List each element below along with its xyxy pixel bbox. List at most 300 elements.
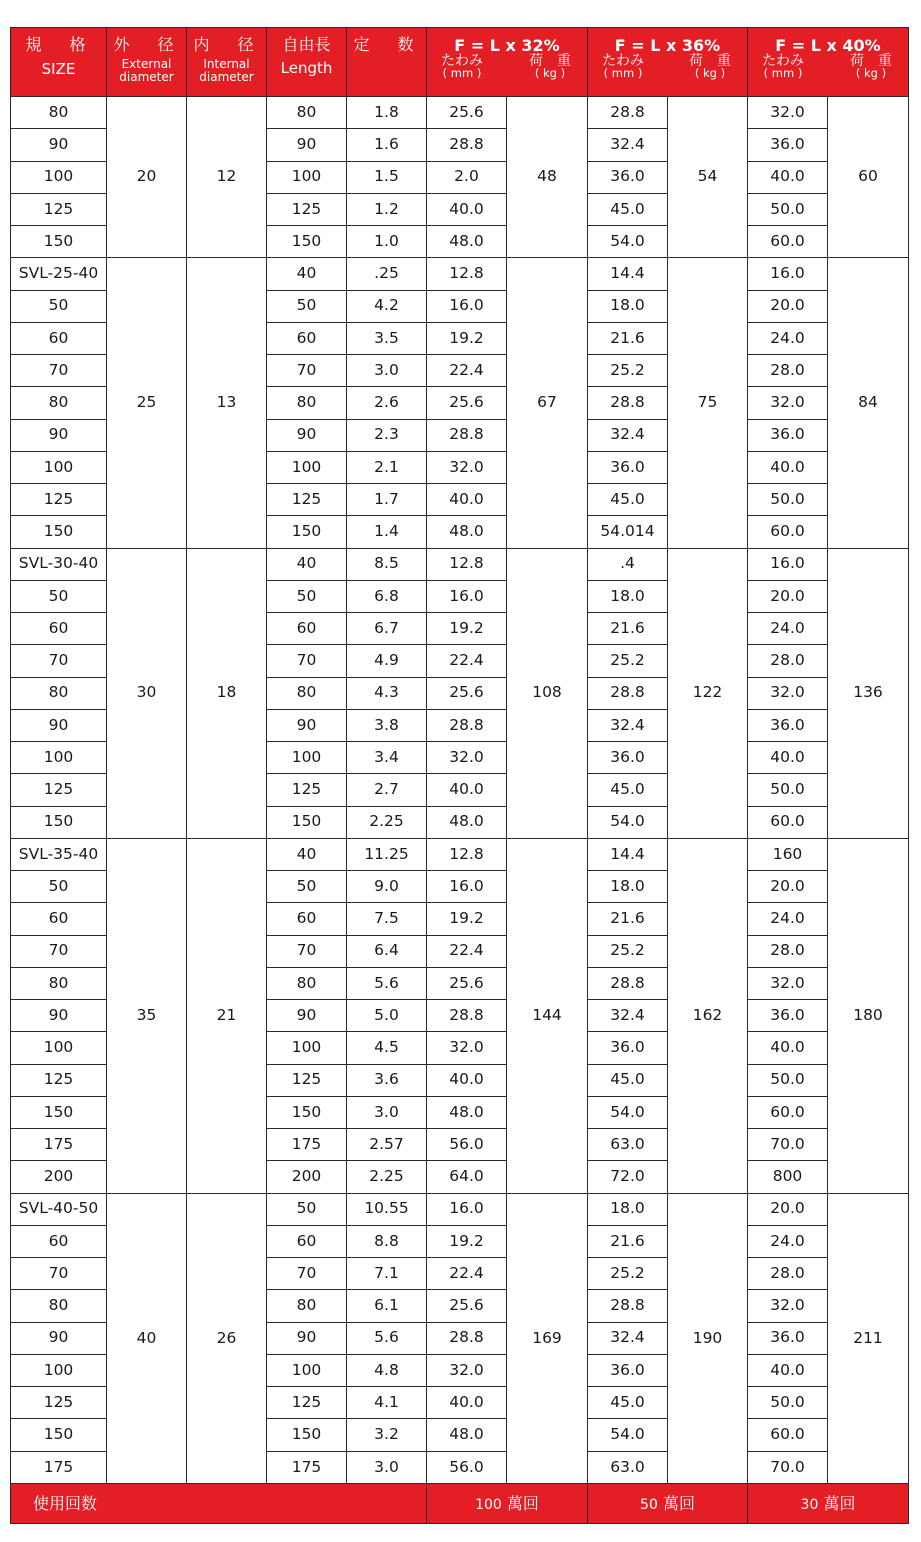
deflection-32-cell: 32.0 — [427, 451, 507, 483]
load-32-cell: 108 — [507, 548, 588, 838]
constant-cell: 1.7 — [347, 484, 427, 516]
deflection-32-cell: 48.0 — [427, 1419, 507, 1451]
constant-cell: 2.7 — [347, 774, 427, 806]
constant-cell: 1.5 — [347, 161, 427, 193]
load-36-cell: 54 — [668, 97, 748, 258]
constant-cell: 7.5 — [347, 903, 427, 935]
length-cell: 100 — [267, 742, 347, 774]
deflection-32-cell: 19.2 — [427, 1225, 507, 1257]
deflection-40-cell: 60.0 — [748, 1096, 828, 1128]
header-f36-formula: F = L x 36% — [614, 36, 721, 55]
deflection-32-cell: 32.0 — [427, 742, 507, 774]
deflection-36-cell: 54.0 — [588, 1419, 668, 1451]
deflection-36-cell: 18.0 — [588, 580, 668, 612]
deflection-36-cell: 32.4 — [588, 1000, 668, 1032]
deflection-40-cell: 24.0 — [748, 1225, 828, 1257]
table-body — [11, 97, 909, 1484]
size-cell: 125 — [11, 193, 107, 225]
outer-diameter-cell: 20 — [107, 97, 187, 258]
size-cell: 200 — [11, 1161, 107, 1193]
table-row — [11, 838, 909, 870]
deflection-40-cell: 70.0 — [748, 1451, 828, 1484]
deflection-36-cell: 36.0 — [588, 161, 668, 193]
constant-cell: 3.8 — [347, 709, 427, 741]
length-cell: 50 — [267, 290, 347, 322]
size-cell: 80 — [11, 387, 107, 419]
deflection-40-cell: 32.0 — [748, 967, 828, 999]
constant-cell: 4.1 — [347, 1387, 427, 1419]
size-cell: 60 — [11, 322, 107, 354]
deflection-36-cell: 54.0 — [588, 1096, 668, 1128]
deflection-40-cell: 36.0 — [748, 709, 828, 741]
length-cell: 50 — [267, 871, 347, 903]
deflection-32-cell: 40.0 — [427, 1064, 507, 1096]
table-row — [11, 258, 909, 290]
load-36-cell: 122 — [668, 548, 748, 838]
length-cell: 90 — [267, 419, 347, 451]
size-cell: 80 — [11, 1290, 107, 1322]
deflection-36-cell: 28.8 — [588, 677, 668, 709]
deflection-36-cell: 25.2 — [588, 1258, 668, 1290]
load-32-cell: 144 — [507, 838, 588, 1193]
size-cell: SVL-30-40 — [11, 548, 107, 580]
constant-cell: 7.1 — [347, 1258, 427, 1290]
footer-usage-label: 使用回数 — [11, 1484, 427, 1524]
table-row — [11, 97, 909, 129]
constant-cell: 6.8 — [347, 580, 427, 612]
constant-cell: 2.1 — [347, 451, 427, 483]
length-cell: 150 — [267, 1419, 347, 1451]
load-32-cell: 169 — [507, 1193, 588, 1484]
deflection-40-cell: 50.0 — [748, 484, 828, 516]
constant-cell: 5.0 — [347, 1000, 427, 1032]
deflection-36-cell: 32.4 — [588, 709, 668, 741]
deflection-32-cell: 25.6 — [427, 967, 507, 999]
length-cell: 80 — [267, 967, 347, 999]
deflection-40-cell: 20.0 — [748, 1193, 828, 1225]
length-cell: 40 — [267, 258, 347, 290]
size-cell: 100 — [11, 161, 107, 193]
size-cell: SVL-25-40 — [11, 258, 107, 290]
table-row — [11, 548, 909, 580]
length-cell: 50 — [267, 1193, 347, 1225]
length-cell: 90 — [267, 709, 347, 741]
header-size — [11, 28, 107, 97]
deflection-36-cell: 45.0 — [588, 1387, 668, 1419]
size-cell: 70 — [11, 355, 107, 387]
size-cell: SVL-35-40 — [11, 838, 107, 870]
constant-cell: 9.0 — [347, 871, 427, 903]
constant-cell: 1.6 — [347, 129, 427, 161]
deflection-32-cell: 56.0 — [427, 1129, 507, 1161]
deflection-40-cell: 28.0 — [748, 355, 828, 387]
size-cell: 90 — [11, 709, 107, 741]
outer-diameter-cell: 35 — [107, 838, 187, 1193]
header-outer-jp: 外 径 — [113, 35, 180, 54]
deflection-40-cell: 24.0 — [748, 322, 828, 354]
deflection-32-cell: 28.8 — [427, 1322, 507, 1354]
deflection-40-cell: 40.0 — [748, 742, 828, 774]
load-32-cell: 67 — [507, 258, 588, 548]
deflection-40-cell: 20.0 — [748, 580, 828, 612]
table-row — [11, 1193, 909, 1225]
deflection-36-cell: 32.4 — [588, 1322, 668, 1354]
size-cell: SVL-40-50 — [11, 1193, 107, 1225]
deflection-32-cell: 28.8 — [427, 419, 507, 451]
length-cell: 200 — [267, 1161, 347, 1193]
deflection-36-cell: 21.6 — [588, 613, 668, 645]
deflection-40-cell: 40.0 — [748, 1354, 828, 1386]
length-cell: 125 — [267, 774, 347, 806]
header-f36-deflection: たわみ ( mm ) — [602, 53, 644, 80]
deflection-40-cell: 160 — [748, 838, 828, 870]
constant-cell: 8.8 — [347, 1225, 427, 1257]
deflection-32-cell: 64.0 — [427, 1161, 507, 1193]
deflection-36-cell: 54.0 — [588, 806, 668, 838]
size-cell: 70 — [11, 935, 107, 967]
header-inner-en: Internal diameter — [199, 57, 254, 84]
size-cell: 60 — [11, 903, 107, 935]
length-cell: 50 — [267, 580, 347, 612]
deflection-40-cell: 20.0 — [748, 871, 828, 903]
deflection-32-cell: 22.4 — [427, 935, 507, 967]
constant-cell: 6.7 — [347, 613, 427, 645]
inner-diameter-cell: 21 — [187, 838, 267, 1193]
load-32-cell: 48 — [507, 97, 588, 258]
constant-cell: 3.6 — [347, 1064, 427, 1096]
size-cell: 80 — [11, 677, 107, 709]
header-f40 — [748, 28, 909, 97]
header-size-en: SIZE — [41, 60, 76, 78]
length-cell: 175 — [267, 1451, 347, 1484]
size-cell: 150 — [11, 516, 107, 548]
deflection-36-cell: 36.0 — [588, 1032, 668, 1064]
deflection-32-cell: 22.4 — [427, 1258, 507, 1290]
deflection-40-cell: 24.0 — [748, 903, 828, 935]
size-cell: 150 — [11, 806, 107, 838]
deflection-36-cell: 54.0 — [588, 226, 668, 258]
header-f36 — [588, 28, 748, 97]
deflection-32-cell: 40.0 — [427, 193, 507, 225]
deflection-36-cell: 21.6 — [588, 1225, 668, 1257]
deflection-36-cell: 36.0 — [588, 451, 668, 483]
constant-cell: 5.6 — [347, 967, 427, 999]
constant-cell: 3.0 — [347, 1096, 427, 1128]
deflection-32-cell: 28.8 — [427, 1000, 507, 1032]
deflection-36-cell: 25.2 — [588, 645, 668, 677]
deflection-40-cell: 36.0 — [748, 1322, 828, 1354]
size-cell: 80 — [11, 97, 107, 129]
footer-usage-40: 30 萬回 — [748, 1484, 909, 1524]
deflection-32-cell: 25.6 — [427, 97, 507, 129]
constant-cell: 2.6 — [347, 387, 427, 419]
constant-cell: 1.0 — [347, 226, 427, 258]
deflection-40-cell: 40.0 — [748, 161, 828, 193]
header-f40-load: 荷 重 ( kg ) — [850, 53, 892, 80]
size-cell: 60 — [11, 1225, 107, 1257]
size-cell: 50 — [11, 580, 107, 612]
deflection-32-cell: 48.0 — [427, 806, 507, 838]
constant-cell: 3.4 — [347, 742, 427, 774]
deflection-40-cell: 60.0 — [748, 806, 828, 838]
constant-cell: 8.5 — [347, 548, 427, 580]
constant-cell: 11.25 — [347, 838, 427, 870]
size-cell: 100 — [11, 1354, 107, 1386]
deflection-36-cell: 63.0 — [588, 1129, 668, 1161]
size-cell: 90 — [11, 1322, 107, 1354]
footer-usage-36: 50 萬回 — [588, 1484, 748, 1524]
header-inner-jp: 内 径 — [193, 35, 260, 54]
header-f40-formula: F = L x 40% — [775, 36, 881, 55]
deflection-36-cell: 28.8 — [588, 1290, 668, 1322]
size-cell: 80 — [11, 967, 107, 999]
load-40-cell: 84 — [828, 258, 909, 548]
deflection-36-cell: 14.4 — [588, 838, 668, 870]
deflection-40-cell: 60.0 — [748, 516, 828, 548]
header-length-jp: 自由長 — [282, 35, 331, 54]
deflection-32-cell: 32.0 — [427, 1354, 507, 1386]
load-40-cell: 60 — [828, 97, 909, 258]
length-cell: 60 — [267, 613, 347, 645]
length-cell: 80 — [267, 1290, 347, 1322]
deflection-32-cell: 12.8 — [427, 548, 507, 580]
constant-cell: 2.25 — [347, 1161, 427, 1193]
deflection-32-cell: 16.0 — [427, 580, 507, 612]
deflection-40-cell: 40.0 — [748, 1032, 828, 1064]
size-cell: 125 — [11, 1387, 107, 1419]
deflection-36-cell: 28.8 — [588, 387, 668, 419]
constant-cell: 2.25 — [347, 806, 427, 838]
deflection-32-cell: 19.2 — [427, 613, 507, 645]
deflection-40-cell: 36.0 — [748, 419, 828, 451]
length-cell: 90 — [267, 129, 347, 161]
deflection-36-cell: 36.0 — [588, 742, 668, 774]
length-cell: 150 — [267, 226, 347, 258]
deflection-40-cell: 20.0 — [748, 290, 828, 322]
size-cell: 125 — [11, 1064, 107, 1096]
constant-cell: 3.0 — [347, 355, 427, 387]
deflection-40-cell: 32.0 — [748, 677, 828, 709]
header-length — [267, 28, 347, 97]
deflection-40-cell: 28.0 — [748, 645, 828, 677]
deflection-32-cell: 48.0 — [427, 226, 507, 258]
header-f36-load: 荷 重 ( kg ) — [689, 53, 731, 80]
size-cell: 90 — [11, 1000, 107, 1032]
outer-diameter-cell: 40 — [107, 1193, 187, 1484]
length-cell: 70 — [267, 1258, 347, 1290]
length-cell: 90 — [267, 1322, 347, 1354]
deflection-32-cell: 19.2 — [427, 322, 507, 354]
load-36-cell: 162 — [668, 838, 748, 1193]
deflection-40-cell: 50.0 — [748, 1387, 828, 1419]
deflection-40-cell: 800 — [748, 1161, 828, 1193]
length-cell: 150 — [267, 806, 347, 838]
deflection-36-cell: 45.0 — [588, 193, 668, 225]
length-cell: 80 — [267, 387, 347, 419]
deflection-32-cell: 25.6 — [427, 1290, 507, 1322]
constant-cell: 10.55 — [347, 1193, 427, 1225]
table-footer — [11, 1484, 909, 1524]
header-constant — [347, 28, 427, 97]
constant-cell: 6.1 — [347, 1290, 427, 1322]
deflection-32-cell: 40.0 — [427, 1387, 507, 1419]
deflection-36-cell: 14.4 — [588, 258, 668, 290]
deflection-36-cell: 72.0 — [588, 1161, 668, 1193]
deflection-40-cell: 24.0 — [748, 613, 828, 645]
load-40-cell: 136 — [828, 548, 909, 838]
deflection-40-cell: 70.0 — [748, 1129, 828, 1161]
deflection-40-cell: 16.0 — [748, 258, 828, 290]
constant-cell: 1.4 — [347, 516, 427, 548]
deflection-36-cell: 18.0 — [588, 1193, 668, 1225]
deflection-36-cell: 28.8 — [588, 967, 668, 999]
table-header — [11, 28, 909, 97]
length-cell: 80 — [267, 97, 347, 129]
deflection-40-cell: 60.0 — [748, 226, 828, 258]
length-cell: 100 — [267, 1032, 347, 1064]
deflection-36-cell: 25.2 — [588, 935, 668, 967]
length-cell: 125 — [267, 484, 347, 516]
deflection-32-cell: 22.4 — [427, 645, 507, 677]
deflection-32-cell: 12.8 — [427, 258, 507, 290]
length-cell: 125 — [267, 1064, 347, 1096]
deflection-40-cell: 60.0 — [748, 1419, 828, 1451]
length-cell: 70 — [267, 935, 347, 967]
load-40-cell: 180 — [828, 838, 909, 1193]
size-cell: 175 — [11, 1129, 107, 1161]
deflection-32-cell: 25.6 — [427, 387, 507, 419]
length-cell: 150 — [267, 1096, 347, 1128]
deflection-40-cell: 16.0 — [748, 548, 828, 580]
deflection-36-cell: 63.0 — [588, 1451, 668, 1484]
length-cell: 100 — [267, 1354, 347, 1386]
length-cell: 100 — [267, 161, 347, 193]
header-f40-deflection: たわみ ( mm ) — [762, 53, 804, 80]
constant-cell: 3.5 — [347, 322, 427, 354]
deflection-36-cell: 32.4 — [588, 129, 668, 161]
deflection-36-cell: 25.2 — [588, 355, 668, 387]
constant-cell: 4.8 — [347, 1354, 427, 1386]
deflection-32-cell: 25.6 — [427, 677, 507, 709]
constant-cell: 4.3 — [347, 677, 427, 709]
deflection-36-cell: 32.4 — [588, 419, 668, 451]
constant-cell: 1.8 — [347, 97, 427, 129]
deflection-40-cell: 36.0 — [748, 1000, 828, 1032]
deflection-32-cell: 12.8 — [427, 838, 507, 870]
deflection-36-cell: .4 — [588, 548, 668, 580]
length-cell: 125 — [267, 1387, 347, 1419]
deflection-32-cell: 28.8 — [427, 129, 507, 161]
deflection-40-cell: 36.0 — [748, 129, 828, 161]
length-cell: 80 — [267, 677, 347, 709]
size-cell: 125 — [11, 484, 107, 516]
deflection-32-cell: 48.0 — [427, 516, 507, 548]
deflection-32-cell: 40.0 — [427, 484, 507, 516]
constant-cell: 4.2 — [347, 290, 427, 322]
length-cell: 150 — [267, 516, 347, 548]
deflection-32-cell: 16.0 — [427, 1193, 507, 1225]
size-cell: 50 — [11, 871, 107, 903]
length-cell: 175 — [267, 1129, 347, 1161]
deflection-36-cell: 54.014 — [588, 516, 668, 548]
length-cell: 60 — [267, 1225, 347, 1257]
length-cell: 100 — [267, 451, 347, 483]
size-cell: 150 — [11, 1419, 107, 1451]
inner-diameter-cell: 13 — [187, 258, 267, 548]
size-cell: 100 — [11, 742, 107, 774]
constant-cell: .25 — [347, 258, 427, 290]
deflection-32-cell: 22.4 — [427, 355, 507, 387]
size-cell: 50 — [11, 290, 107, 322]
constant-cell: 2.3 — [347, 419, 427, 451]
deflection-40-cell: 28.0 — [748, 1258, 828, 1290]
header-outer-diameter — [107, 28, 187, 97]
load-36-cell: 75 — [668, 258, 748, 548]
header-length-en: Length — [280, 59, 333, 77]
inner-diameter-cell: 12 — [187, 97, 267, 258]
deflection-36-cell: 45.0 — [588, 1064, 668, 1096]
deflection-32-cell: 19.2 — [427, 903, 507, 935]
length-cell: 60 — [267, 903, 347, 935]
deflection-40-cell: 32.0 — [748, 387, 828, 419]
size-cell: 100 — [11, 451, 107, 483]
constant-cell: 1.2 — [347, 193, 427, 225]
constant-cell: 4.5 — [347, 1032, 427, 1064]
size-cell: 125 — [11, 774, 107, 806]
size-cell: 150 — [11, 1096, 107, 1128]
deflection-36-cell: 18.0 — [588, 290, 668, 322]
deflection-40-cell: 32.0 — [748, 97, 828, 129]
deflection-40-cell: 50.0 — [748, 193, 828, 225]
deflection-40-cell: 32.0 — [748, 1290, 828, 1322]
header-constant-jp: 定 数 — [353, 35, 420, 54]
deflection-36-cell: 36.0 — [588, 1354, 668, 1386]
deflection-40-cell: 50.0 — [748, 774, 828, 806]
deflection-32-cell: 56.0 — [427, 1451, 507, 1484]
deflection-36-cell: 45.0 — [588, 484, 668, 516]
constant-cell: 2.57 — [347, 1129, 427, 1161]
constant-cell: 6.4 — [347, 935, 427, 967]
size-cell: 100 — [11, 1032, 107, 1064]
size-cell: 60 — [11, 613, 107, 645]
deflection-40-cell: 50.0 — [748, 1064, 828, 1096]
load-36-cell: 190 — [668, 1193, 748, 1484]
constant-cell: 3.0 — [347, 1451, 427, 1484]
header-f32 — [427, 28, 588, 97]
deflection-32-cell: 2.0 — [427, 161, 507, 193]
footer-usage-32: 100 萬回 — [427, 1484, 588, 1524]
header-f32-load: 荷 重 ( kg ) — [529, 53, 571, 80]
constant-cell: 3.2 — [347, 1419, 427, 1451]
inner-diameter-cell: 26 — [187, 1193, 267, 1484]
deflection-32-cell: 16.0 — [427, 290, 507, 322]
header-inner-diameter — [187, 28, 267, 97]
length-cell: 40 — [267, 548, 347, 580]
header-f32-deflection: たわみ ( mm ) — [441, 53, 483, 80]
deflection-36-cell: 21.6 — [588, 322, 668, 354]
constant-cell: 5.6 — [347, 1322, 427, 1354]
size-cell: 70 — [11, 645, 107, 677]
deflection-36-cell: 45.0 — [588, 774, 668, 806]
size-cell: 150 — [11, 226, 107, 258]
size-cell: 90 — [11, 419, 107, 451]
header-size-jp: 規 格 — [25, 35, 92, 54]
constant-cell: 4.9 — [347, 645, 427, 677]
deflection-32-cell: 28.8 — [427, 709, 507, 741]
deflection-32-cell: 32.0 — [427, 1032, 507, 1064]
size-cell: 70 — [11, 1258, 107, 1290]
deflection-40-cell: 40.0 — [748, 451, 828, 483]
